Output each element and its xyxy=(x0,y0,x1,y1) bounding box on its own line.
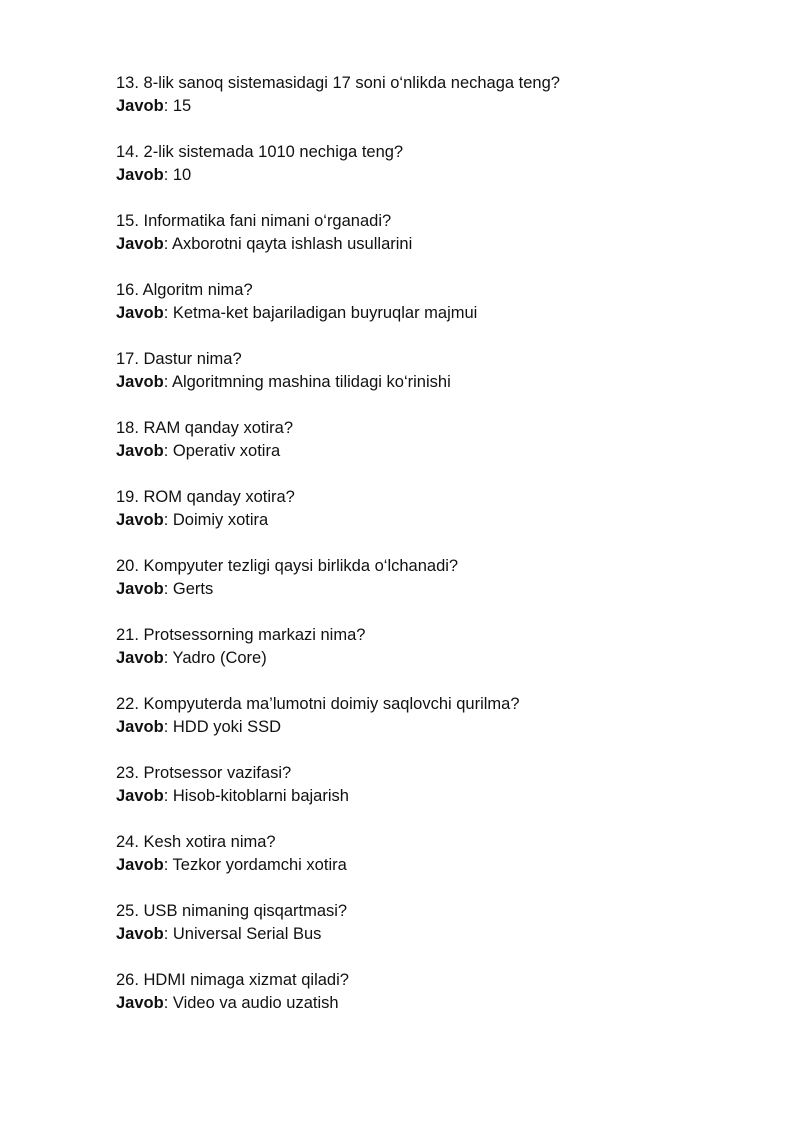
answer-label: Javob xyxy=(116,511,164,529)
qa-item xyxy=(116,141,756,210)
answer-label: Javob xyxy=(116,304,164,322)
answer-line xyxy=(116,164,756,187)
answer-text: : Hisob-kitoblarni bajarish xyxy=(163,787,349,805)
answer-text: : Ketma-ket bajariladigan buyruqlar majmui xyxy=(163,304,478,322)
answer-text: : Tezkor yordamchi xotira xyxy=(163,856,347,874)
qa-item xyxy=(116,624,756,693)
answer-label: Javob xyxy=(116,787,164,805)
answer-label: Javob xyxy=(116,718,164,736)
question-text: 16. Algoritm nima? xyxy=(116,281,253,299)
qa-item xyxy=(116,417,756,486)
question-text: 24. Kesh xotira nima? xyxy=(116,833,276,851)
answer-text: : Doimiy xotira xyxy=(163,511,269,529)
qa-item xyxy=(116,900,756,969)
question-text: 23. Protsessor vazifasi? xyxy=(116,764,292,782)
qa-item xyxy=(116,969,756,1038)
answer-label: Javob xyxy=(116,235,164,253)
answer-label: Javob xyxy=(116,97,164,115)
question-text: 19. ROM qanday xotira? xyxy=(116,488,295,506)
question-text: 26. HDMI nimaga xizmat qiladi? xyxy=(116,971,349,989)
qa-item xyxy=(116,555,756,624)
answer-label: Javob xyxy=(116,166,164,184)
answer-text: : Yadro (Core) xyxy=(163,649,267,667)
qa-item xyxy=(116,831,756,900)
question-text: 20. Kompyuter tezligi qaysi birlikda o‘lchanadi? xyxy=(116,557,459,575)
qa-item xyxy=(116,486,756,555)
answer-line xyxy=(116,785,756,808)
answer-label: Javob xyxy=(116,925,164,943)
answer-label: Javob xyxy=(116,580,164,598)
question-text: 25. USB nimaning qisqartmasi? xyxy=(116,902,348,920)
answer-line xyxy=(116,95,756,118)
answer-label: Javob xyxy=(116,649,164,667)
answer-line xyxy=(116,578,756,601)
answer-line xyxy=(116,302,756,325)
qa-item xyxy=(116,210,756,279)
answer-text: : Axborotni qayta ishlash usullarini xyxy=(163,235,413,253)
answer-text: : Universal Serial Bus xyxy=(163,925,322,943)
qa-list xyxy=(116,72,756,1038)
qa-item xyxy=(116,693,756,762)
qa-item xyxy=(116,762,756,831)
answer-line xyxy=(116,371,756,394)
answer-text: : Algoritmning mashina tilidagi ko‘rinishi xyxy=(163,373,451,391)
answer-line xyxy=(116,509,756,532)
question-text: 21. Protsessorning markazi nima? xyxy=(116,626,366,644)
answer-label: Javob xyxy=(116,442,164,460)
answer-text: : Operativ xotira xyxy=(163,442,281,460)
answer-label: Javob xyxy=(116,373,164,391)
question-text: 15. Informatika fani nimani o‘rganadi? xyxy=(116,212,392,230)
qa-item xyxy=(116,348,756,417)
answer-text: : 15 xyxy=(163,97,192,115)
answer-line xyxy=(116,647,756,670)
answer-label: Javob xyxy=(116,856,164,874)
question-text: 22. Kompyuterda ma’lumotni doimiy saqlovchi qurilma? xyxy=(116,695,520,713)
answer-line xyxy=(116,716,756,739)
question-text: 18. RAM qanday xotira? xyxy=(116,419,294,437)
answer-line xyxy=(116,854,756,877)
answer-line xyxy=(116,440,756,463)
question-text: 13. 8-lik sanoq sistemasidagi 17 soni o‘nlikda nechaga teng? xyxy=(116,74,560,92)
answer-text: : 10 xyxy=(163,166,192,184)
answer-line xyxy=(116,923,756,946)
answer-text: : Gerts xyxy=(163,580,214,598)
question-text: 17. Dastur nima? xyxy=(116,350,242,368)
answer-label: Javob xyxy=(116,994,164,1012)
qa-item xyxy=(116,279,756,348)
answer-line xyxy=(116,992,756,1015)
answer-text: : HDD yoki SSD xyxy=(163,718,282,736)
answer-line xyxy=(116,233,756,256)
question-text: 14. 2-lik sistemada 1010 nechiga teng? xyxy=(116,143,404,161)
answer-text: : Video va audio uzatish xyxy=(163,994,339,1012)
qa-item xyxy=(116,72,756,141)
